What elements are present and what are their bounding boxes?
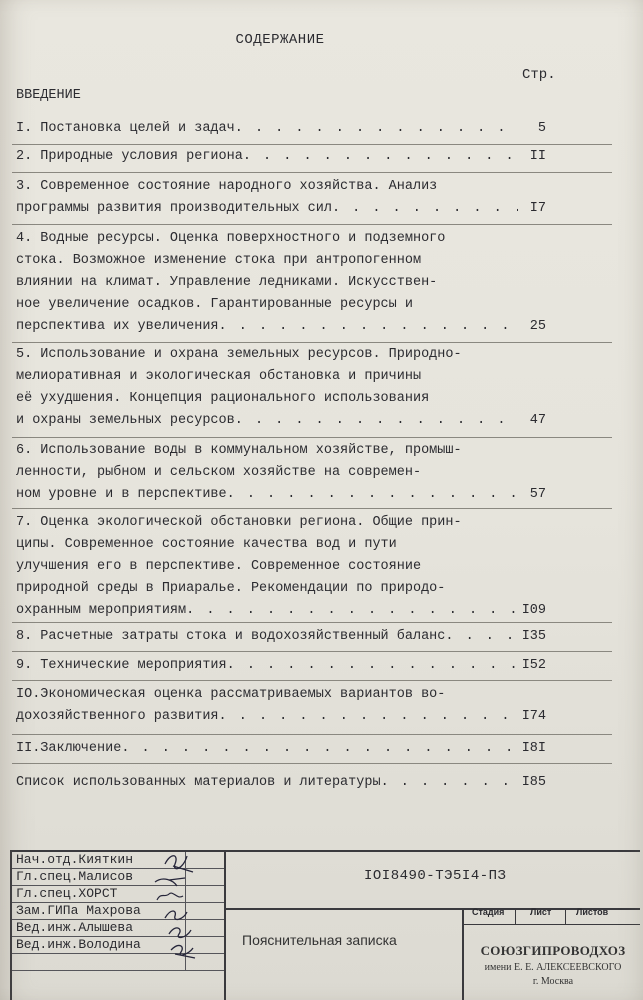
person-lead-engineer-1: Вед.инж.Алышева <box>16 920 134 935</box>
toc-entry-line <box>16 146 546 168</box>
person-chief-specialist-1: Гл.спец.Малисов <box>16 869 134 884</box>
toc-entry-text: IO.Экономическая оценка рассматриваемых вариантов во- <box>16 687 446 702</box>
toc-entry <box>16 228 546 338</box>
toc-entry-line <box>16 512 546 534</box>
toc-entry-line <box>16 388 546 410</box>
toc-entry-text: Список использованных материалов и литературы <box>16 775 381 790</box>
toc-entry-text: и охраны земельных ресурсов <box>16 413 235 428</box>
toc-entry-line <box>16 250 546 272</box>
person-lead-engineer-2: Вед.инж.Володина <box>16 937 141 952</box>
dot-leader <box>227 484 518 506</box>
toc-entry <box>16 146 546 168</box>
dot-leader <box>235 118 518 140</box>
toc-heading: СОДЕРЖАНИЕ <box>235 32 325 48</box>
organization-subtitle: имени Е. Е. АЛЕКСЕЕВСКОГО <box>484 962 622 973</box>
toc-entry-text: 9. Технические мероприятия <box>16 658 227 673</box>
toc-entry-line <box>16 772 546 794</box>
toc-entry <box>16 738 546 760</box>
toc-entry-text: её ухудшения. Концепция рационального использования <box>16 391 430 406</box>
page-column-label: Стр. <box>522 67 556 83</box>
dot-leader <box>121 738 518 760</box>
divider <box>12 144 612 145</box>
toc-entry-text: 4. Водные ресурсы. Оценка поверхностного и подземного <box>16 231 446 246</box>
dot-leader <box>445 626 518 648</box>
toc-entry-line <box>16 410 546 432</box>
dot-leader <box>243 146 518 168</box>
column-sheets: Листов <box>576 907 609 917</box>
toc-entry-line <box>16 578 546 600</box>
introduction-label: ВВЕДЕНИЕ <box>16 88 81 103</box>
toc-entry-page: 5 <box>537 121 546 136</box>
person-head-of-department: Нач.отд.Кияткин <box>16 852 134 867</box>
toc-entry <box>16 772 546 794</box>
divider <box>12 224 612 225</box>
toc-entry-page: I35 <box>521 629 546 644</box>
dot-leader <box>186 600 518 622</box>
toc-entry-text: 3. Современное состояние народного хозяйства. Анализ <box>16 179 438 194</box>
toc-entry-text: 6. Использование воды в коммунальном хозяйстве, промыш- <box>16 443 462 458</box>
toc-entry-text: ленности, рыбном и сельском хозяйстве на современ- <box>16 465 422 480</box>
toc-entry-page: I85 <box>521 775 546 790</box>
toc-entry-line <box>16 344 546 366</box>
toc-entry <box>16 626 546 648</box>
toc-entry-text: 7. Оценка экологической обстановки региона. Общие прин- <box>16 515 462 530</box>
toc-entry-page: 25 <box>529 319 546 334</box>
toc-entry <box>16 512 546 622</box>
toc-entry-page: I7 <box>529 201 546 216</box>
divider <box>12 622 612 623</box>
toc-entry-page: I52 <box>521 658 546 673</box>
toc-entry-page: II <box>529 149 546 164</box>
toc-entry-text: мелиоративная и экологическая обстановка и причины <box>16 369 422 384</box>
toc-entry-line <box>16 738 546 760</box>
toc-entry-text: ном уровне и в перспективе <box>16 487 227 502</box>
toc-entry-text: ное увеличение осадков. Гарантированные ресурсы и <box>16 297 413 312</box>
toc-entry-text: ципы. Современное состояние качества вод и пути <box>16 537 397 552</box>
toc-entry-text: 5. Использование и охрана земельных ресурсов. Природно- <box>16 347 462 362</box>
toc-entry-text: I. Постановка целей и задач <box>16 121 235 136</box>
toc-entry-text: 8. Расчетные затраты стока и водохозяйственный баланс <box>16 629 446 644</box>
toc-entry-line <box>16 366 546 388</box>
toc-entry-line <box>16 484 546 506</box>
divider <box>12 651 612 652</box>
toc-entry-line <box>16 176 546 198</box>
toc-entry-text: природной среды в Приаралье. Рекомендации по природо- <box>16 581 446 596</box>
toc-entry-line <box>16 316 546 338</box>
divider <box>12 508 612 509</box>
title-block <box>10 850 640 1000</box>
toc-entry-page: I09 <box>521 603 546 618</box>
toc-entry-text: охранным мероприятиям <box>16 603 187 618</box>
divider <box>12 172 612 173</box>
toc-entry-text: 2. Природные условия региона <box>16 149 243 164</box>
toc-entry-line <box>16 462 546 484</box>
toc-entry <box>16 176 546 220</box>
column-sheet: Лист <box>530 907 552 917</box>
toc-entry-page: 47 <box>529 413 546 428</box>
organization-city: г. Москва <box>532 976 574 987</box>
dot-leader <box>332 198 518 220</box>
toc-entry-page: I8I <box>521 741 546 756</box>
toc-entry-line <box>16 198 546 220</box>
toc-entry-line <box>16 440 546 462</box>
toc-entry-text: дохозяйственного развития <box>16 709 219 724</box>
organization-name: СОЮЗГИПРОВОДХОЗ <box>480 943 626 958</box>
toc-entry-line <box>16 706 546 728</box>
divider <box>12 680 612 681</box>
toc-entry-page: 57 <box>529 487 546 502</box>
document-code: IOI8490-ТЭ5I4-ПЗ <box>364 868 507 884</box>
toc-entry <box>16 440 546 506</box>
toc-entry-line <box>16 118 546 140</box>
toc-entry-text: улучшения его в перспективе. Современное состояние <box>16 559 422 574</box>
divider <box>12 437 612 438</box>
toc-entry <box>16 118 546 140</box>
toc-entry-page: I74 <box>521 709 546 724</box>
dot-leader <box>381 772 518 794</box>
toc-entry-line <box>16 626 546 648</box>
divider <box>12 763 612 764</box>
document-title: Пояснительная записка <box>242 932 397 948</box>
toc-entry-line <box>16 294 546 316</box>
signatures-image <box>125 850 215 975</box>
toc-entry-text: стока. Возможное изменение стока при антропогенном <box>16 253 422 268</box>
divider <box>12 734 612 735</box>
dot-leader <box>219 706 518 728</box>
toc-entry-line <box>16 655 546 677</box>
toc-entry <box>16 684 546 728</box>
divider <box>12 342 612 343</box>
toc-entry-line <box>16 228 546 250</box>
toc-entry-line <box>16 556 546 578</box>
toc-entry-text: влиянии на климат. Управление ледниками. Искусствен- <box>16 275 438 290</box>
toc-entry-line <box>16 534 546 556</box>
person-chief-specialist-2: Гл.спец.ХОРСТ <box>16 886 118 901</box>
column-stage: Стадия <box>472 907 505 917</box>
dot-leader <box>235 410 518 432</box>
toc-entry-line <box>16 272 546 294</box>
toc-entry-text: перспектива их увеличения <box>16 319 219 334</box>
dot-leader <box>227 655 518 677</box>
toc-entry-text: программы развития производительных сил <box>16 201 332 216</box>
dot-leader <box>219 316 518 338</box>
toc-entry-line <box>16 600 546 622</box>
toc-entry-line <box>16 684 546 706</box>
toc-entry <box>16 655 546 677</box>
person-deputy-chief-engineer: Зам.ГИПа Махрова <box>16 903 141 918</box>
toc-entry <box>16 344 546 432</box>
toc-entry-text: II.Заключение <box>16 741 122 756</box>
